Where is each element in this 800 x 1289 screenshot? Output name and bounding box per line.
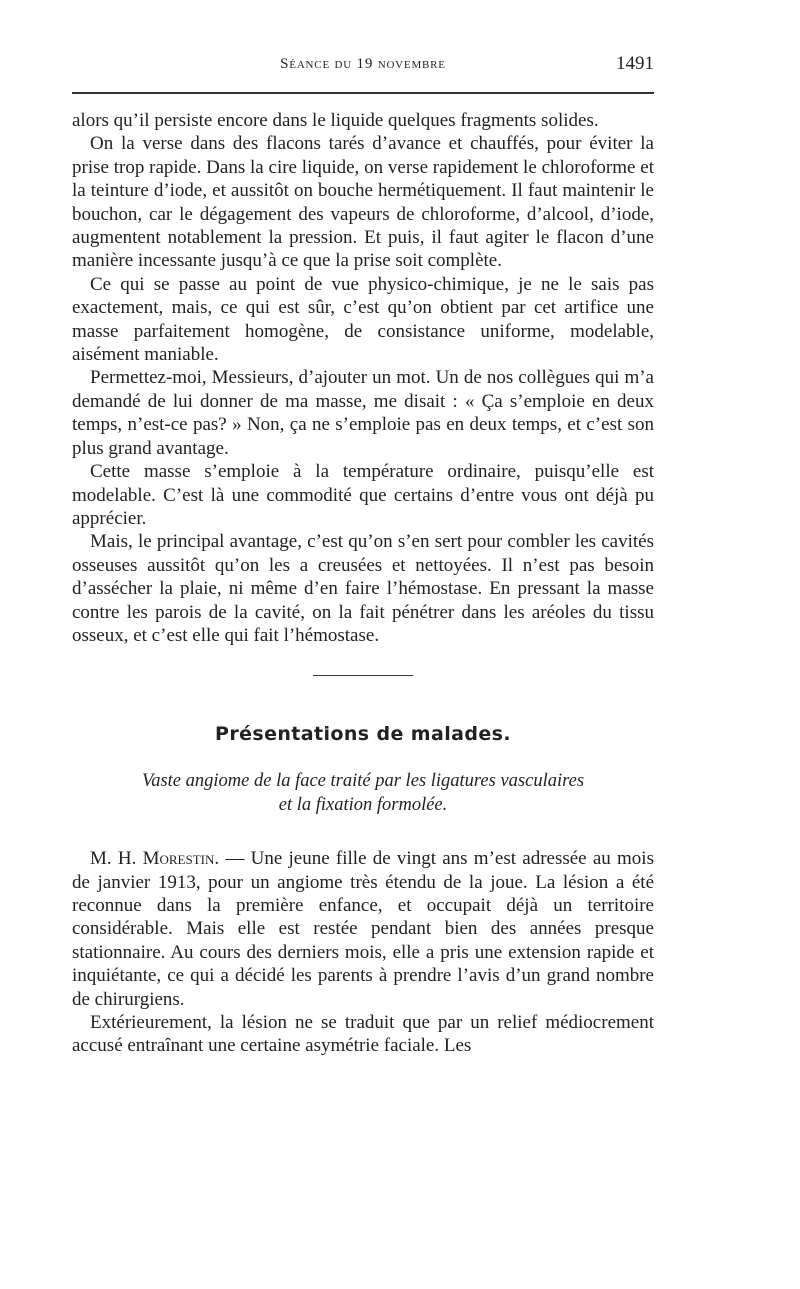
paragraph: Extérieurement, la lésion ne se traduit que par un relief médiocrement accusé entraînant une certaine asymétrie faciale. Les [72, 1012, 654, 1057]
paragraph: Permettez-moi, Messieurs, d’ajouter un mot. Un de nos collègues qui m’a demandé de lui donner de ma masse, me disait : « Ça s’emploie en deux temps, n’est-ce pas? » Non, ça ne s’emploie pas en deux temps, et c’est son plus grand avantage. [72, 367, 654, 459]
page-number: 1491 [616, 53, 654, 74]
document-page [72, 50, 654, 1058]
paragraph-text: — Une jeune fille de vingt ans m’est adressée au mois de janvier 1913, pour un angiome très étendu de la joue. La lésion a été reconnue dans la première enfance, et occupait déjà un territoire considérable. Mais elle est restée pendant bien des années presque stationnaire. Au cours des derniers mois, elle a pris une extension rapide et inquiétante, ce qui a décidé les parents à prendre l’avis d’un grand nombre de chirurgiens. [72, 848, 654, 1010]
subtitle-line: et la fixation formolée. [278, 794, 448, 815]
case-text [72, 847, 654, 1058]
author-name: M. H. Morestin. [90, 848, 220, 870]
paragraph: Mais, le principal avantage, c’est qu’on s’en sert pour combler les cavités osseuses aussitôt qu’on les a creusées et nettoyées. Il n’est pas besoin d’assécher la plaie, ni même d’en faire l’hémostase. En pressant la masse contre les parois de la cavité, on la fait pénétrer dans les aréoles du tissu osseux, et c’est elle qui fait l’hémostase. [72, 531, 654, 646]
page-header [72, 50, 654, 90]
article-subtitle [72, 770, 654, 817]
running-title: Séance du 19 novembre [280, 56, 446, 72]
body-text [72, 109, 654, 647]
section-heading: Présentations de malades. [215, 723, 511, 746]
paragraph: On la verse dans des flacons tarés d’avance et chauffés, pour éviter la prise trop rapide. Dans la cire liquide, on verse rapidement le chloroforme et la teinture d’iode, et aussitôt on bouche hermétiquement. Il faut maintenir le bouchon, car le dégagement des vapeurs de chloroforme, d’alcool, d’iode, augmentent notablement la pression. Et puis, il faut agiter le flacon d’une manière incessante jusqu’à ce que la prise soit complète. [72, 133, 654, 272]
paragraph: alors qu’il persiste encore dans le liquide quelques fragments solides. [72, 110, 599, 131]
paragraph [72, 847, 654, 1011]
paragraph: Ce qui se passe au point de vue physico-chimique, je ne le sais pas exactement, mais, ce qui est sûr, c’est qu’on obtient par cet artifice une masse parfaitement homogène, de consistance uniforme, modelable, aisément maniable. [72, 273, 654, 366]
header-rule [72, 92, 654, 94]
section-divider [313, 675, 413, 676]
subtitle-line: Vaste angiome de la face traité par les ligatures vasculaires [141, 771, 585, 792]
paragraph: Cette masse s’emploie à la température ordinaire, puisqu’elle est modelable. C’est là une commodité que certains d’entre vous ont déjà pu apprécier. [72, 461, 654, 529]
